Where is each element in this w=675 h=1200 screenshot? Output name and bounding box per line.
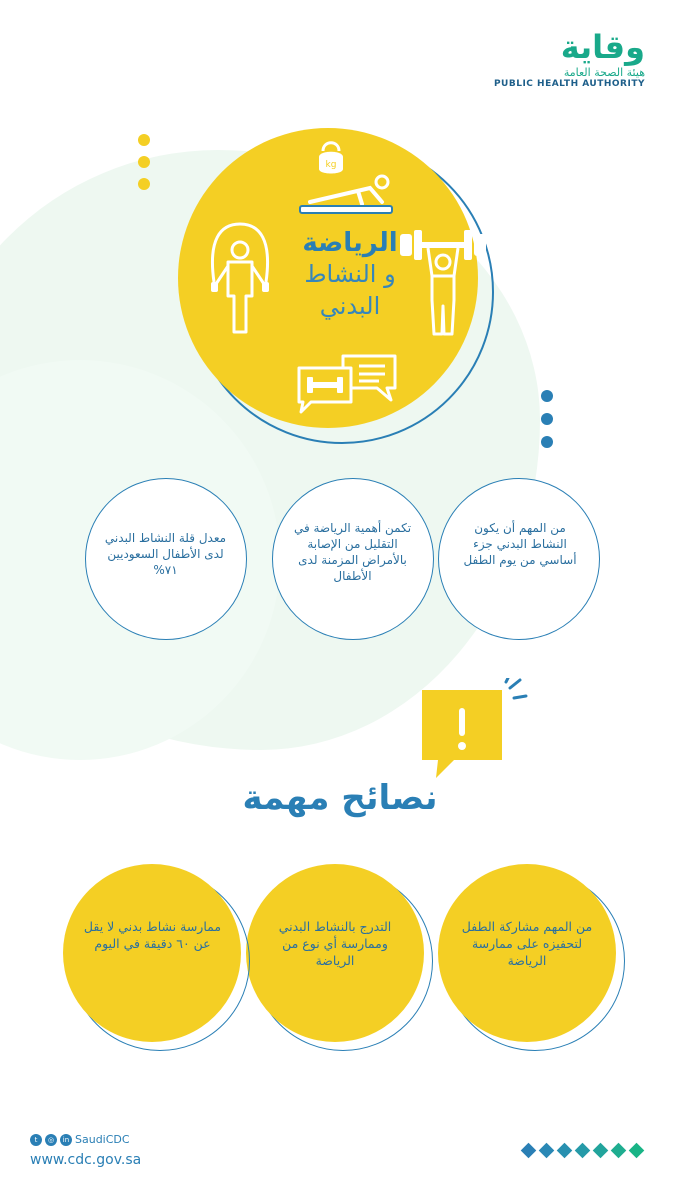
jump-rope-icon	[206, 220, 274, 338]
decor-dot	[541, 413, 553, 425]
decor-diamond	[557, 1143, 573, 1159]
decor-diamond	[521, 1143, 537, 1159]
decor-dot	[541, 390, 553, 402]
linkedin-icon[interactable]: in	[60, 1134, 72, 1146]
logo	[494, 28, 645, 89]
fact-text: من المهم أن يكون النشاط البدني جزء أساسي من يوم الطفل	[463, 521, 577, 567]
dumbbell-chat-icon	[295, 352, 399, 414]
tip-circle	[63, 864, 241, 1042]
decor-dot	[138, 178, 150, 190]
decor-dot	[138, 156, 150, 168]
fact-text: تكمن أهمية الرياضة في التقليل من الإصابة بالأمراض المزمنة لدى الأطفال	[293, 521, 412, 583]
logo-arabic-sub: هيئة الصحة العامة	[563, 66, 645, 79]
decor-diamond	[629, 1143, 645, 1159]
hero-title	[270, 228, 430, 322]
decor-dot	[541, 436, 553, 448]
website-url[interactable]: www.cdc.gov.sa	[30, 1152, 142, 1168]
logo-arabic-name: وقاية	[560, 28, 645, 66]
alert-bubble-icon	[410, 678, 530, 788]
decor-diamond	[593, 1143, 609, 1159]
instagram-icon[interactable]: ◎	[45, 1134, 57, 1146]
logo-english: PUBLIC HEALTH AUTHORITY	[493, 79, 645, 89]
hero-title-line1: الرياضة	[302, 228, 398, 258]
pushup-icon	[296, 172, 396, 216]
fact-text: معدل قلة النشاط البدني لدى الأطفال السعوديين ٧١%	[104, 531, 227, 577]
social-handle	[30, 1133, 130, 1146]
svg-text:kg: kg	[325, 160, 337, 170]
decor-diamond	[611, 1143, 627, 1159]
hero-title-line2: و النشاط	[304, 260, 396, 288]
decor-diamond	[539, 1143, 555, 1159]
decor-dot	[138, 134, 150, 146]
tip-text: التدرج بالنشاط البدني وممارسة أي نوع من الرياضة	[278, 919, 392, 968]
decor-diamond	[575, 1143, 591, 1159]
hero-title-line3: البدني	[319, 292, 381, 320]
tip-text: ممارسة نشاط بدني لا يقل عن ٦٠ دقيقة في اليوم	[83, 919, 222, 951]
social-handle-text: SaudiCDC	[75, 1133, 130, 1146]
tips-title: نصائح مهمة	[242, 778, 438, 818]
twitter-icon[interactable]: t	[30, 1134, 42, 1146]
tip-text: من المهم مشاركة الطفل لتحفيزه على ممارسة الرياضة	[461, 919, 593, 968]
